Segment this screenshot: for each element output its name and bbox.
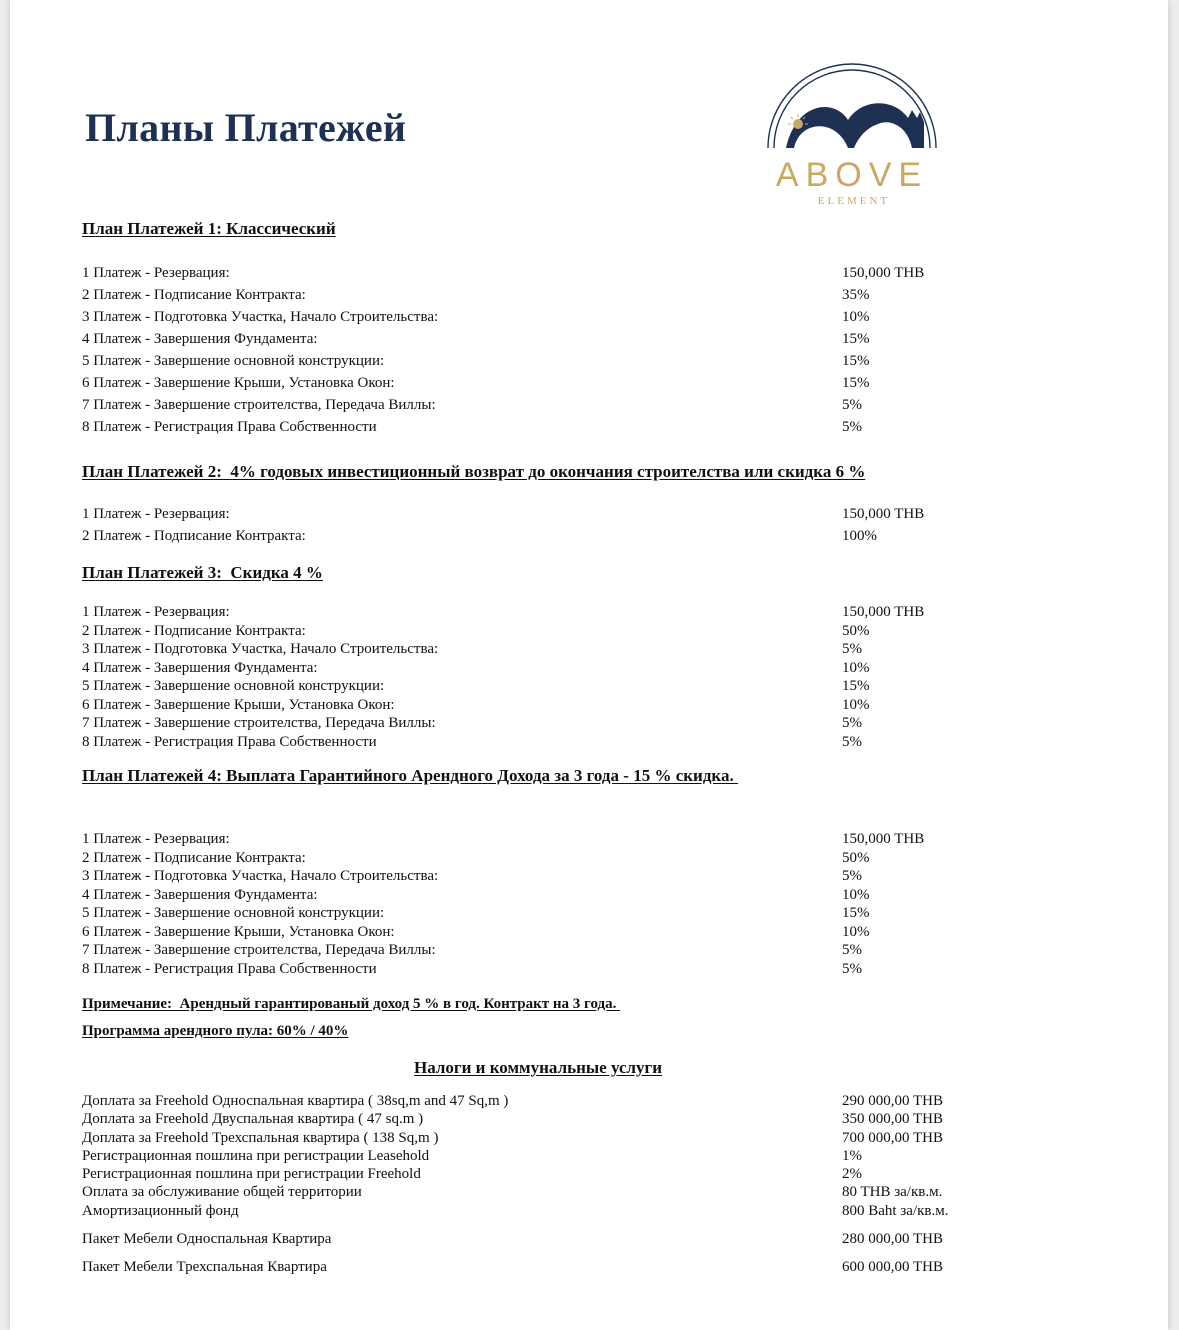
tax-row: Доплата за Freehold Односпальная квартира ( 38sq,m and 47 Sq,m ) 290 000,00 THB	[82, 1093, 943, 1109]
document-page	[10, 0, 1168, 1330]
payment-row: 7 Платеж - Завершение строителства, Передача Виллы: 5%	[82, 397, 862, 413]
payment-row: 7 Платеж - Завершение строителства, Передача Виллы: 5%	[82, 942, 862, 958]
payment-row: 1 Платеж - Резервация: 150,000 THB	[82, 831, 925, 847]
tax-row: Регистрационная пошлина при регистрации Leasehold 1%	[82, 1147, 862, 1164]
tax-row: Доплата за Freehold Трехспальная квартира ( 138 Sq,m ) 700 000,00 THB	[82, 1129, 943, 1146]
payment-row: 2 Платеж - Подписание Контракта: 100%	[82, 528, 877, 544]
payment-row: 5 Платеж - Завершение основной конструкции: 15%	[82, 905, 870, 921]
payment-row: 1 Платеж - Резервация: 150,000 THB	[82, 265, 925, 281]
rental-note: Примечание: Арендный гарантированый доход 5 % в год. Контракт на 3 года.	[82, 996, 621, 1012]
payment-row: 4 Платеж - Завершения Фундамента: 10%	[82, 659, 870, 676]
payment-row: 4 Платеж - Завершения Фундамента: 10%	[82, 886, 870, 903]
payment-row: 8 Платеж - Регистрация Права Собственности 5%	[82, 733, 862, 750]
payment-row: 5 Платеж - Завершение основной конструкции: 15%	[82, 353, 870, 369]
payment-row: 6 Платеж - Завершение Крыши, Установка Окон: 15%	[82, 375, 870, 391]
logo-subtitle: ELEMENT	[817, 195, 891, 207]
tax-row: Пакет Мебели Односпальная Квартира 280 000,00 THB	[82, 1230, 943, 1247]
tax-row: Оплата за обслуживание общей территории 80 THB за/кв.м.	[82, 1184, 943, 1201]
payment-row: 2 Платеж - Подписание Контракта: 50%	[82, 622, 870, 639]
payment-row: 6 Платеж - Завершение Крыши, Установка Окон: 10%	[82, 696, 870, 713]
payment-row: 1 Платеж - Резервация: 150,000 THB	[82, 506, 925, 522]
plan2-heading: План Платежей 2: 4% годовых инвестиционный возврат до окончания строителства или скидка 6 %	[82, 462, 866, 481]
tax-row: Доплата за Freehold Двуспальная квартира ( 47 sq.m ) 350 000,00 THB	[82, 1111, 943, 1128]
payment-row: 6 Платеж - Завершение Крыши, Установка Окон: 10%	[82, 923, 870, 940]
plan4-list	[82, 831, 982, 979]
tax-row: Пакет Мебели Трехспальная Квартира 600 000,00 THB	[82, 1258, 943, 1275]
taxes-list	[82, 1093, 982, 1277]
payment-row: 1 Платеж - Резервация: 150,000 THB	[82, 604, 925, 620]
payment-row: 2 Платеж - Подписание Контракта: 50%	[82, 849, 870, 866]
payment-row: 7 Платеж - Завершение строителства, Передача Виллы: 5%	[82, 715, 862, 731]
payment-row: 5 Платеж - Завершение основной конструкции: 15%	[82, 678, 870, 694]
plan1-heading: План Платежей 1: Классический	[82, 219, 336, 238]
plan1-list	[82, 265, 982, 441]
payment-row: 3 Платеж - Подготовка Участка, Начало Строительства: 10%	[82, 309, 870, 325]
payment-row: 8 Платеж - Регистрация Права Собственности 5%	[82, 419, 862, 435]
tax-row: Регистрационная пошлина при регистрации Freehold 2%	[82, 1166, 862, 1183]
plan3-heading: План Платежей 3: Скидка 4 %	[82, 563, 323, 582]
above-element-logo	[762, 62, 942, 212]
payment-row: 3 Платеж - Подготовка Участка, Начало Строительства: 5%	[82, 868, 862, 884]
plan3-list	[82, 604, 982, 752]
payment-row: 3 Платеж - Подготовка Участка, Начало Строительства: 5%	[82, 641, 862, 657]
plan2-list	[82, 506, 982, 550]
taxes-heading: Налоги и коммунальные услуги	[414, 1058, 663, 1077]
rental-pool-note: Программа арендного пула: 60% / 40%	[82, 1023, 349, 1039]
logo-wordmark: ABOVE	[775, 156, 929, 194]
payment-row: 2 Платеж - Подписание Контракта: 35%	[82, 287, 870, 303]
plan4-heading: План Платежей 4: Выплата Гарантийного Арендного Дохода за 3 года - 15 % скидка.	[82, 766, 738, 785]
payment-row: 8 Платеж - Регистрация Права Собственности 5%	[82, 960, 862, 977]
payment-row: 4 Платеж - Завершения Фундамента: 15%	[82, 331, 870, 347]
tax-row: Амортизационный фонд 800 Baht за/кв.м.	[82, 1202, 949, 1219]
page-title: Планы Платежей	[85, 105, 407, 150]
